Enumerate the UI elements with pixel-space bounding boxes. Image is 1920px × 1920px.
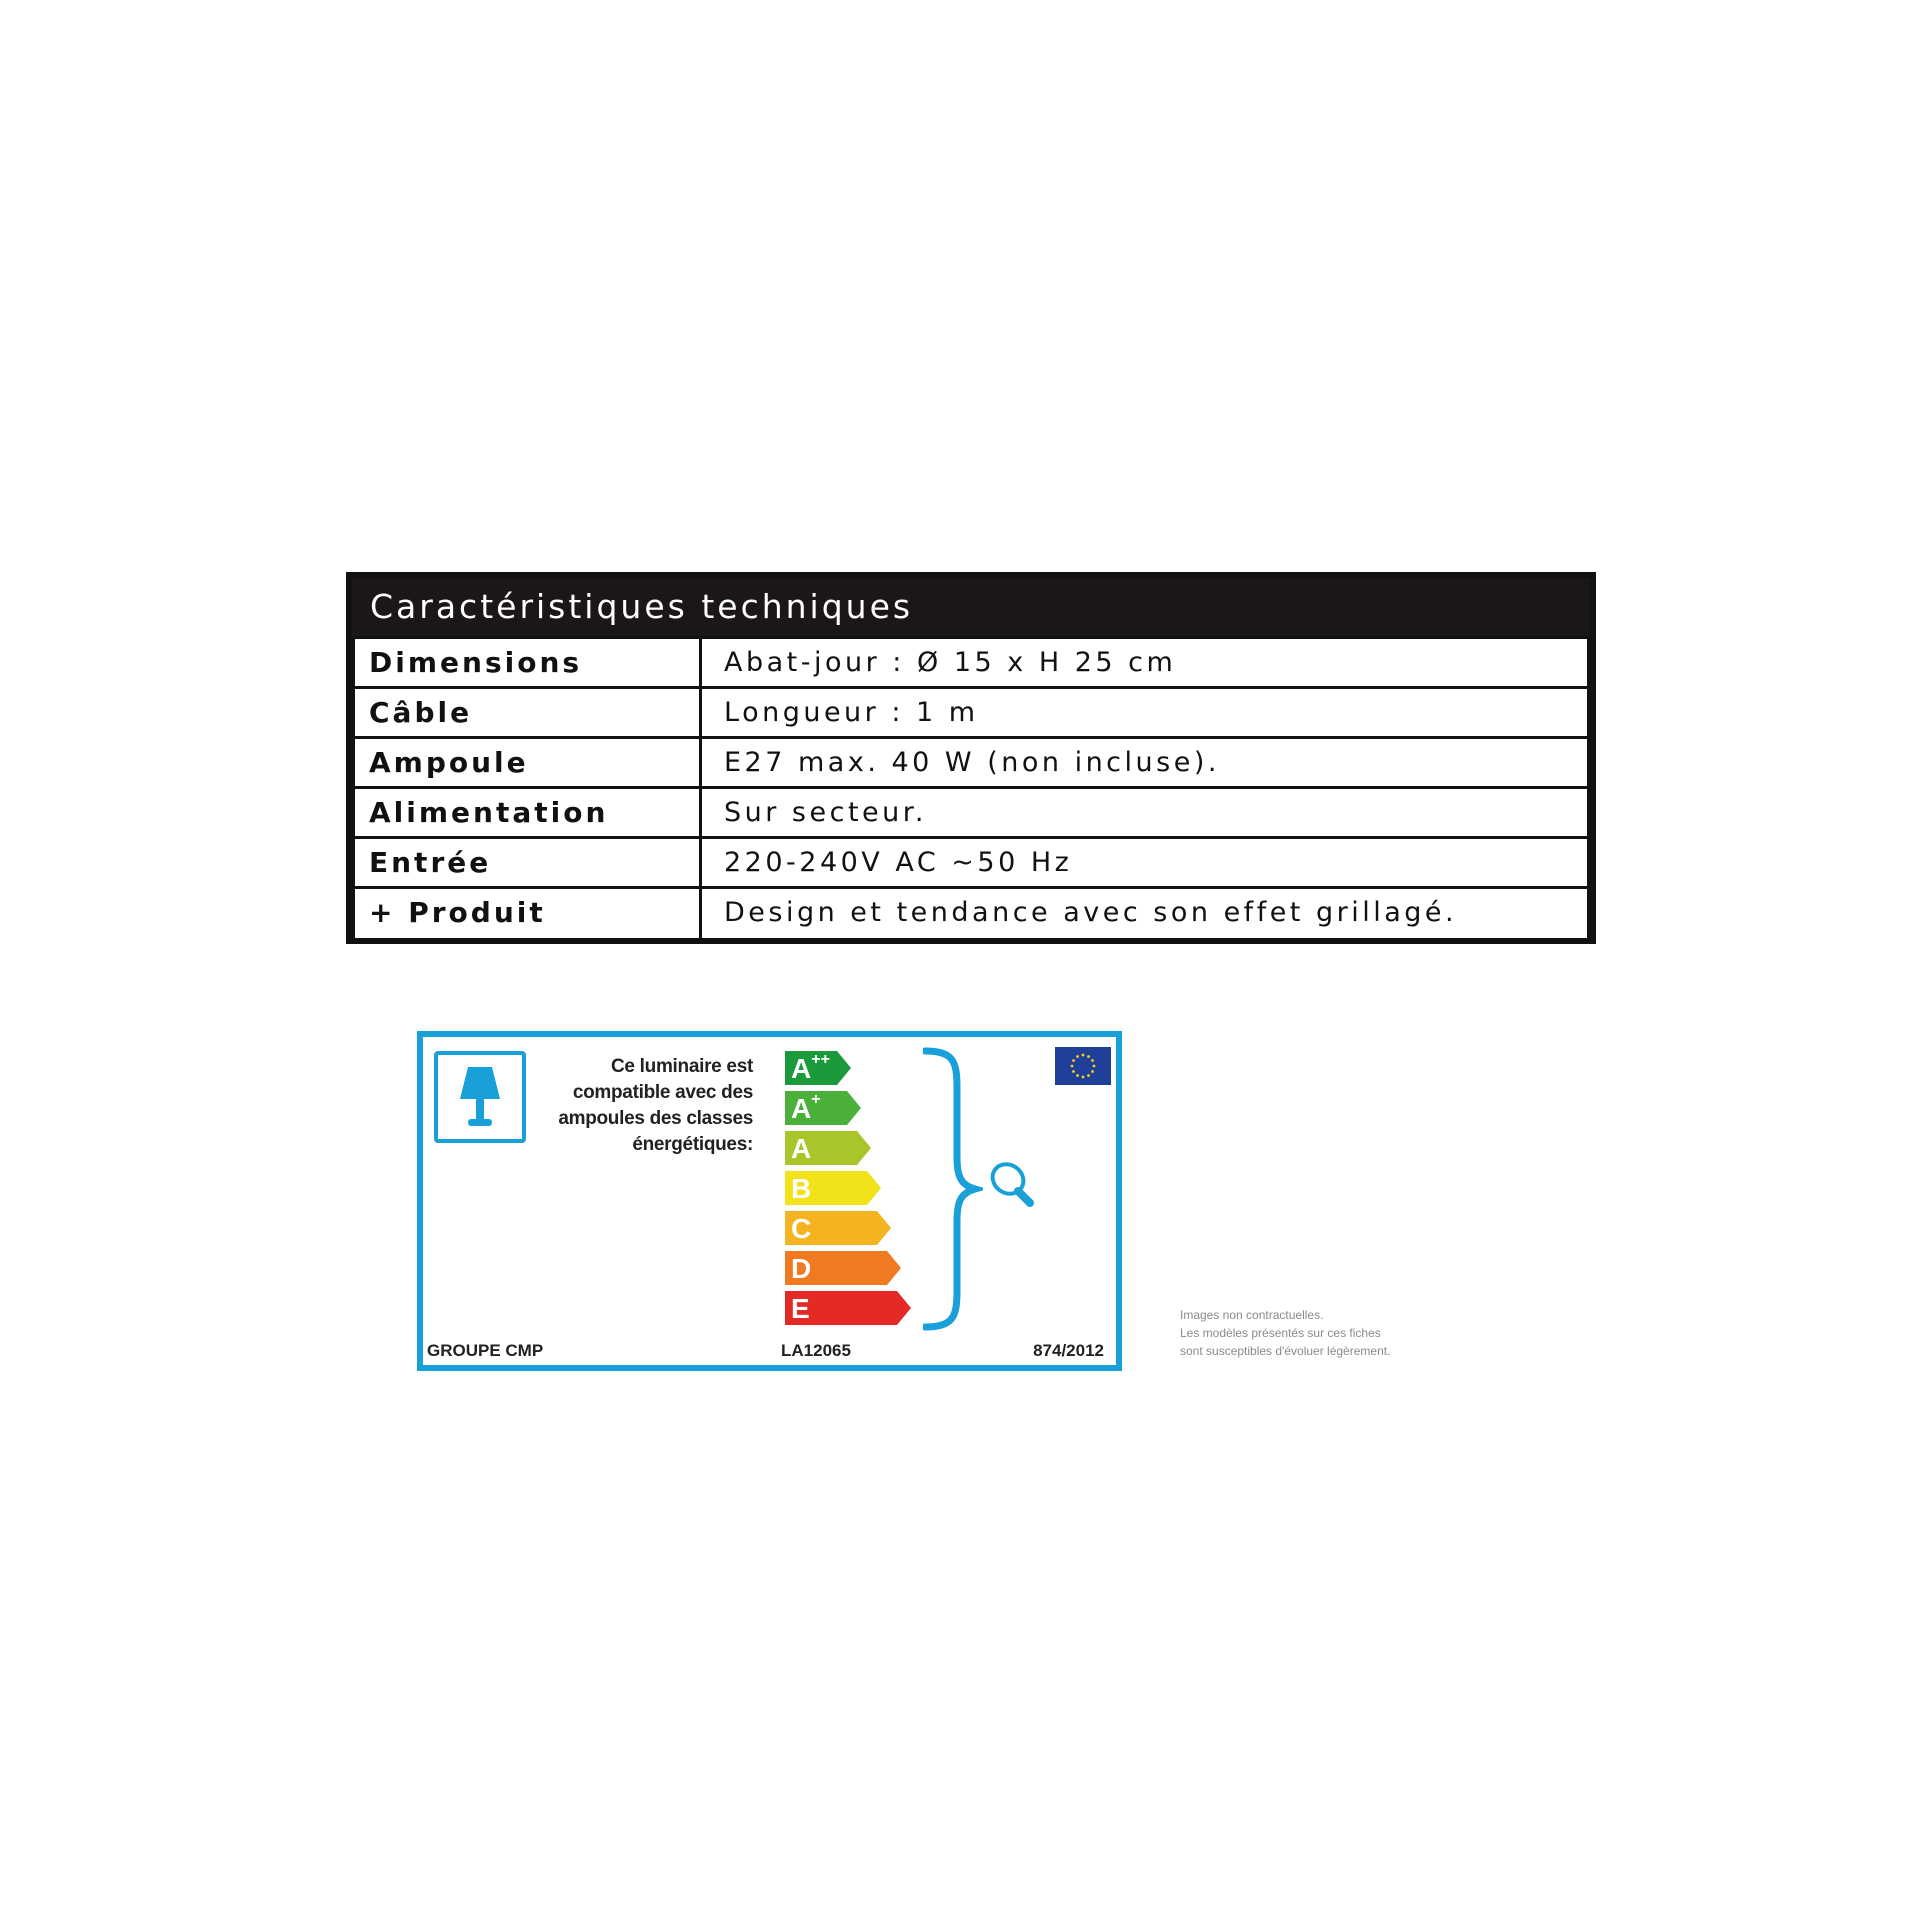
spec-row xyxy=(352,836,1590,886)
spec-row xyxy=(352,636,1590,686)
energy-class-letter: D xyxy=(791,1253,812,1284)
energy-class-b xyxy=(785,1171,881,1205)
spec-row xyxy=(352,886,1590,938)
energy-class-letter: A+ xyxy=(791,1091,821,1124)
disclaimer xyxy=(1180,1306,1510,1360)
energy-class-d xyxy=(785,1251,901,1285)
energy-class-letter: A xyxy=(791,1133,812,1164)
energy-class-a xyxy=(785,1131,871,1165)
lamp-icon xyxy=(434,1051,526,1143)
spec-label: Entrée xyxy=(355,839,702,886)
brace-icon xyxy=(923,1047,983,1332)
spec-row xyxy=(352,736,1590,786)
spec-row xyxy=(352,686,1590,736)
spec-value: Longueur : 1 m xyxy=(724,697,979,728)
brand-name: GROUPE CMP xyxy=(427,1341,544,1360)
energy-label xyxy=(417,1031,1122,1371)
spec-value: Sur secteur. xyxy=(724,797,927,828)
spec-label: Dimensions xyxy=(355,639,702,686)
bulb-icon xyxy=(988,1157,1048,1217)
spec-value: 220-240V AC ~50 Hz xyxy=(724,847,1073,878)
energy-class-letter: C xyxy=(791,1213,812,1244)
spec-title: Caractéristiques techniques xyxy=(352,578,1590,636)
spec-rows xyxy=(352,636,1590,938)
spec-label: Câble xyxy=(355,689,702,736)
energy-class-e xyxy=(785,1291,911,1325)
eu-flag-icon xyxy=(1055,1047,1111,1085)
compat-line: compatible avec des xyxy=(572,1082,753,1103)
energy-class-c xyxy=(785,1211,891,1245)
energy-class-letter: B xyxy=(791,1173,812,1204)
energy-class-aplusplus xyxy=(785,1051,851,1085)
spec-row xyxy=(352,786,1590,836)
spec-label: Alimentation xyxy=(355,789,702,836)
disclaimer-line: Images non contractuelles. xyxy=(1180,1308,1324,1322)
energy-class-letter: E xyxy=(791,1293,810,1324)
spec-value: E27 max. 40 W (non incluse). xyxy=(724,747,1220,778)
spec-value: Design et tendance avec son effet grillagé. xyxy=(724,897,1458,928)
compat-line: Ce luminaire est xyxy=(611,1056,753,1077)
compat-line: ampoules des classes xyxy=(558,1108,753,1129)
compat-text xyxy=(543,1054,753,1158)
regulation-number: 874/2012 xyxy=(1033,1341,1104,1360)
disclaimer-line: Les modèles présentés sur ces fiches xyxy=(1180,1326,1381,1340)
spec-table xyxy=(346,572,1596,944)
spec-value: Abat-jour : Ø 15 x H 25 cm xyxy=(724,647,1177,678)
disclaimer-line: sont susceptibles d'évoluer légèrement. xyxy=(1180,1344,1391,1358)
spec-label: Ampoule xyxy=(355,739,702,786)
model-number: LA12065 xyxy=(781,1341,851,1360)
energy-class-aplus xyxy=(785,1091,861,1125)
compat-line: énergétiques: xyxy=(632,1134,753,1155)
spec-label: + Produit xyxy=(355,889,702,938)
energy-class-letter: A++ xyxy=(791,1051,830,1084)
